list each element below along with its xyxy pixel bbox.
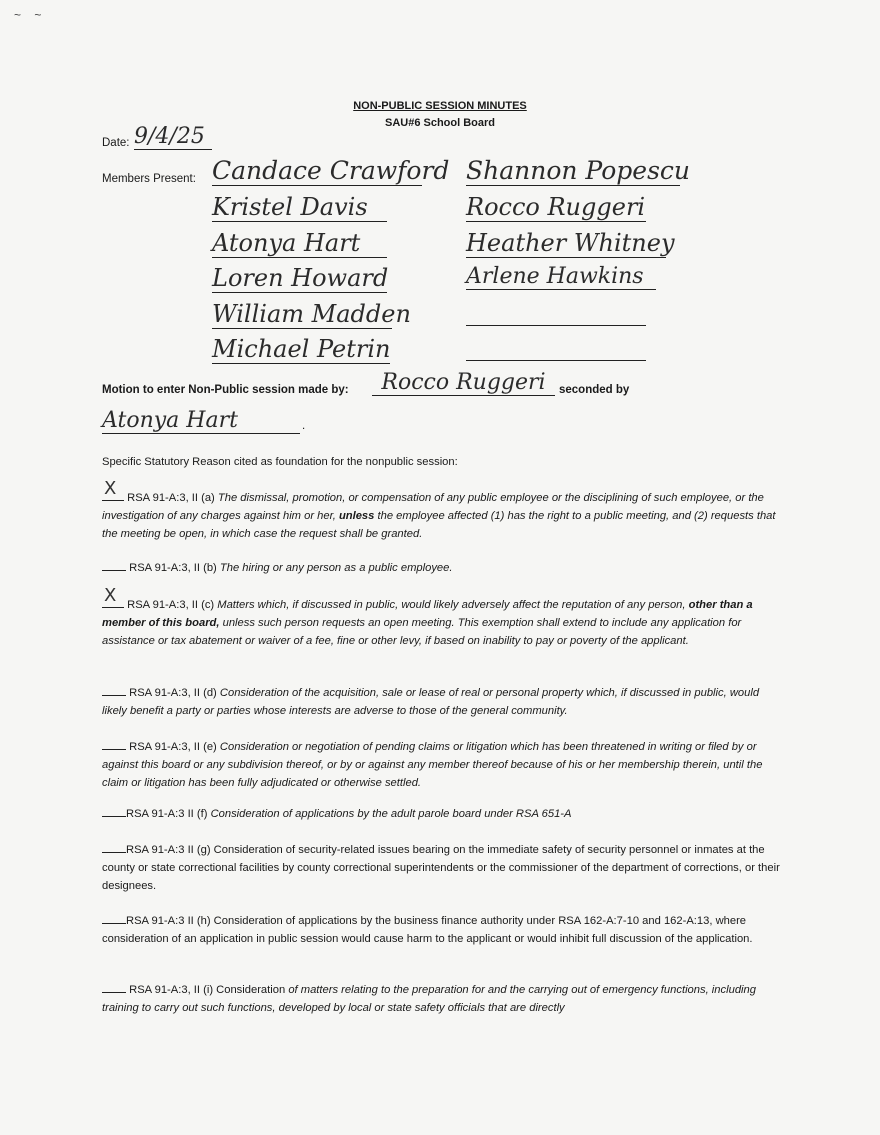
checkbox-f[interactable] (102, 804, 126, 817)
statute-item-b (102, 558, 784, 577)
motion-label: Motion to enter Non-Public session made by: (102, 384, 349, 396)
member-right-3: Heather Whitney (466, 229, 675, 257)
checkbox-c[interactable]: X (102, 595, 124, 608)
member-left-5: William Madden (212, 300, 411, 328)
member-left-6: Michael Petrin (212, 335, 391, 363)
statute-code: RSA 91-A:3, II (d) (129, 687, 217, 699)
checkbox-b[interactable] (102, 558, 126, 571)
statute-code: RSA 91-A:3 II (g) (126, 844, 211, 856)
motion-made-by: Rocco Ruggeri (372, 370, 555, 396)
statute-item-i (102, 980, 784, 1017)
statute-code: RSA 91-A:3 II (f) (126, 808, 208, 820)
document-subtitle: SAU#6 School Board (384, 117, 496, 129)
statute-emphasis: other than a member of this board, (102, 599, 753, 629)
statute-code: RSA 91-A:3, II (i) (129, 984, 214, 996)
statute-item-d (102, 683, 784, 720)
checkbox-g[interactable] (102, 840, 126, 853)
statute-text: Consideration of the acquisition, sale or lease of real or personal property which, if discussed in public, would likely benefit a party or parties whose interests are adverse to those of the general community. (102, 687, 760, 717)
statute-code: RSA 91-A:3, II (a) (127, 492, 215, 504)
statute-text: Matters which, if discussed in public, would likely adversely affect the reputation of any person, (217, 599, 686, 611)
seconded-period: . (302, 420, 306, 432)
statute-item-a (102, 478, 784, 543)
checkbox-a[interactable]: X (102, 488, 124, 501)
statute-text: Consideration of applications by the adult parole board under RSA 651-A (210, 808, 572, 820)
member-right-6 (466, 360, 646, 361)
statute-text-continued: of matters relating to the preparation for and the carrying out of emergency functions, including training to carry out such functions, developed by local or state safety officials that are directly (102, 984, 756, 1014)
reason-intro: Specific Statutory Reason cited as foundation for the nonpublic session: (102, 456, 458, 468)
members-label: Members Present: (102, 173, 196, 185)
statute-text: Consideration of applications by the business finance authority under RSA 162-A:7-10 and 162-A:13, where consideration of an application in public session would cause harm to the applicant or would inhibit full discussion of the application. (102, 915, 753, 945)
statute-code: RSA 91-A:3 II (h) (126, 915, 211, 927)
member-left-3: Atonya Hart (212, 229, 387, 258)
statute-item-c (102, 585, 784, 650)
checkbox-e[interactable] (102, 737, 126, 750)
statute-code: RSA 91-A:3, II (c) (127, 599, 215, 611)
statute-item-g (102, 840, 784, 895)
statute-item-h (102, 911, 784, 948)
document-title: NON-PUBLIC SESSION MINUTES (353, 100, 527, 112)
checkbox-i[interactable] (102, 980, 126, 993)
member-right-5 (466, 325, 646, 326)
member-right-2: Rocco Ruggeri (466, 193, 646, 221)
statute-text: Consideration of security-related issues bearing on the immediate safety of security personnel or inmates at the county or state correctional facilities by county correctional superintendents or the commissioner of the department of corrections, or their designees. (102, 844, 780, 892)
statute-emphasis: unless (338, 510, 375, 522)
statute-text: The hiring or any person as a public employee. (219, 562, 453, 574)
member-right-4: Arlene Hawkins (466, 264, 656, 290)
statute-item-f (102, 804, 784, 823)
motion-seconded-by: Atonya Hart (102, 408, 300, 434)
member-left-1: Candace Crawford (212, 156, 450, 185)
statute-text: The dismissal, promotion, or compensation of any public employee or the disciplining of such employee, or the investigation of any charges against him or her, (102, 492, 764, 522)
member-left-4: Loren Howard (212, 264, 389, 292)
scan-mark: ~ ~ (14, 8, 42, 22)
date-value: 9/4/25 (134, 124, 212, 150)
statute-text-continued: the employee affected (1) has the right to a public meeting, and (2) requests that the meeting be open, in which case the request shall be granted. (102, 510, 776, 540)
checkbox-d[interactable] (102, 683, 126, 696)
seconded-label: seconded by (559, 384, 630, 396)
checkbox-h[interactable] (102, 911, 126, 924)
statute-code: RSA 91-A:3, II (b) (129, 562, 217, 574)
member-right-1: Shannon Popescu (466, 156, 691, 185)
statute-text: Consideration or negotiation of pending claims or litigation which has been threatened in writing or filed by or against this board or any subdivision thereof, or by or against any member thereof because of his or her membership therein, until the claim or litigation has been fully adjudicated or otherwise settled. (102, 741, 763, 789)
member-left-2: Kristel Davis (212, 193, 387, 222)
statute-item-e (102, 737, 784, 792)
statute-text-continued: unless such person requests an open meeting. This exemption shall extend to include any application for assistance or tax abatement or waiver of a fee, fine or other levy, if based on inability to pay or poverty of the applicant. (102, 617, 742, 647)
date-label: Date: (102, 137, 130, 149)
statute-code: RSA 91-A:3, II (e) (129, 741, 217, 753)
statute-text: Consideration (216, 984, 286, 996)
